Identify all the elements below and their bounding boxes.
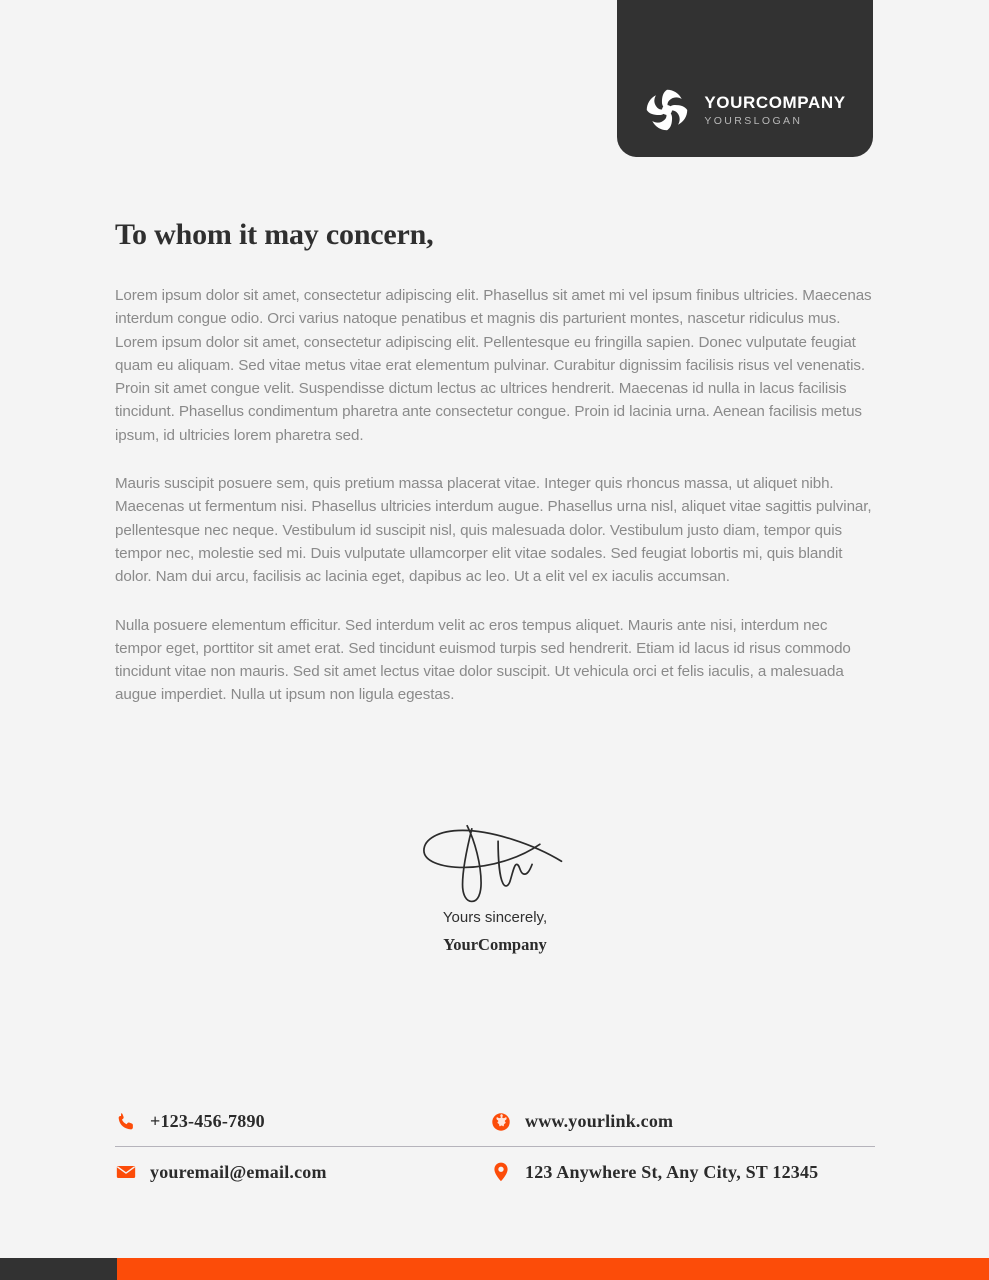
signature-inner [395, 818, 595, 955]
footer-row-bottom [115, 1147, 875, 1197]
email-value: youremail@email.com [150, 1161, 327, 1182]
phone-icon [115, 1111, 137, 1133]
signature-closing: Yours sincerely, [442, 909, 548, 926]
globe-icon [490, 1111, 512, 1133]
letter-body [115, 218, 875, 954]
letter-paragraph: Nulla posuere elementum efficitur. Sed interdum velit ac eros tempus aliquet. Mauris ante nisi, interdum nec tempor eget, porttitor sit amet erat. Sed tincidunt euismod turpis sed hendrerit. Etiam id lacus id risus commodo tincidunt vitae non mauris. Sed sit amet lectus vitae dolor suscipit. Ut vehicula orci et felis iaculis, a malesuada augue imperdiet. Nulla ut ipsum non ligula egestas. [115, 616, 851, 704]
signature-block [115, 818, 875, 955]
letter-paragraph: Lorem ipsum dolor sit amet, consectetur adipiscing elit. Phasellus sit amet mi vel ipsum finibus ultricies. Maecenas interdum congue odio. Orci varius natoque penatibus et magnis dis parturient montes, nascetur ridiculus mus. Lorem ipsum dolor sit amet, consectetur adipiscing elit. Pellentesque eu fringilla sapien. Donec vulputate feugiat quam eu aliquam. Sed vitae metus vitae erat elementum pulvinar. Curabitur dignissim facilisis risus vel venenatis. Proin sit amet congue velit. Suspendisse dictum lectus ac ultrices hendrerit. Maecenas id nulla in lacus facilisis tincidunt. Phasellus condimentum pharetra ante consectetur congue. Proin id lacinia urna. Aenean facilisis metus ipsum, id ultricies lorem pharetra sed. [115, 287, 872, 444]
contact-email[interactable] [115, 1161, 490, 1183]
map-pin-icon [490, 1161, 512, 1183]
phone-value: +123-456-7890 [150, 1111, 265, 1131]
company-name: YOURCOMPANY [704, 92, 846, 112]
header-brand-panel [617, 0, 873, 157]
bottom-bar-orange-segment [117, 1258, 989, 1280]
website-value: www.yourlink.com [525, 1111, 674, 1131]
letter-paragraph: Mauris suscipit posuere sem, quis pretium massa placerat vitae. Integer quis rhoncus massa, ut aliquet nibh. Maecenas ut fermentum nisi. Phasellus ultricies interdum augue. Phasellus urna nisl, aliquet vitae sagittis pulvinar, pellentesque nec neque. Vestibulum id suscipit nisl, quis malesuada dolor. Vestibulum justo diam, tempor quis tempor nec, molestie sed mi. Duis vulputate ullamcorper elit vitae sodales. Sed feugiat lobortis mi, quis blandit dolor. Nam dui arcu, facilisis ac lacinia eget, dapibus ac leo. Ut a elit vel ex iaculis accumsan. [115, 475, 872, 586]
footer-row-top [115, 1097, 875, 1146]
bottom-bar-dark-segment [0, 1258, 117, 1280]
brand-lockup [644, 87, 845, 133]
footer-contact-block [115, 1097, 875, 1197]
swirl-logo-icon [644, 87, 690, 133]
company-slogan: YOURSLOGAN [704, 114, 803, 127]
signature-name: YourCompany [443, 935, 547, 954]
page-title: To whom it may concern, [115, 218, 434, 251]
address-value: 123 Anywhere St, Any City, ST 12345 [525, 1161, 819, 1182]
handwritten-signature-icon [415, 818, 575, 903]
contact-phone[interactable] [115, 1111, 490, 1133]
contact-website[interactable] [490, 1111, 875, 1133]
contact-address[interactable] [490, 1161, 875, 1183]
envelope-icon [115, 1161, 137, 1183]
bottom-accent-bar [0, 1258, 989, 1280]
brand-text-block [704, 94, 845, 127]
